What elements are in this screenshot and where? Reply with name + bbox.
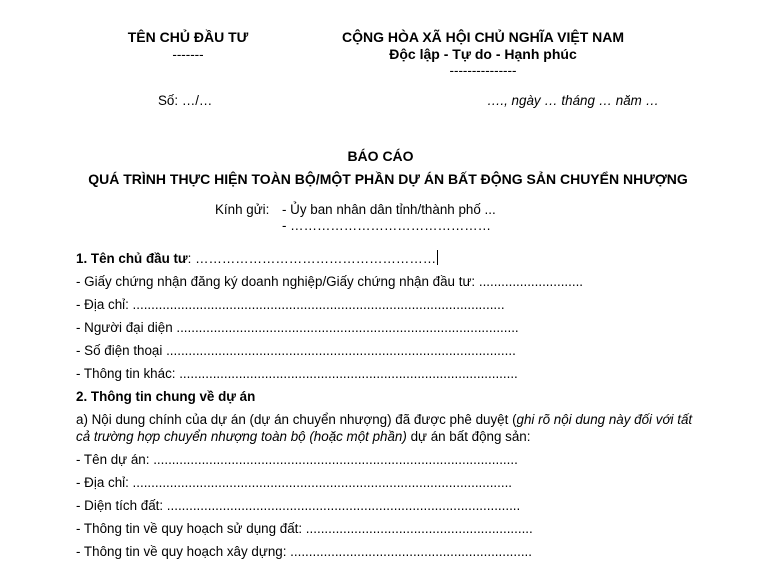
section-1-item: - Người đại diện ............................................................................................ <box>76 320 519 335</box>
section-1-heading-row[interactable] <box>76 250 438 266</box>
section-1-item: - Địa chỉ: .................................................................................................... <box>76 297 505 312</box>
motto-divider: --------------- <box>449 63 517 78</box>
report-subtitle: QUÁ TRÌNH THỰC HIỆN TOÀN BỘ/MỘT PHẦN DỰ ÁN BẤT ĐỘNG SẢN CHUYỂN NHƯỢNG <box>88 171 688 187</box>
section-2-item: - Diện tích đất: ............................................................................................... <box>76 498 521 513</box>
section-2-item: - Thông tin về quy hoạch sử dụng đất: ............................................................. <box>76 521 533 536</box>
section-2-paragraph-a-line2 <box>76 429 530 444</box>
report-title: BÁO CÁO <box>347 148 414 164</box>
section-1-item: - Giấy chứng nhận đăng ký doanh nghiệp/Giấy chứng nhận đầu tư: ............................ <box>76 274 584 289</box>
para-a-end: dự án bất động sản: <box>406 429 531 444</box>
section-1-heading: 1. Tên chủ đầu tư <box>76 251 188 266</box>
section-2-item: - Thông tin về quy hoạch xây dựng: ................................................................. <box>76 544 532 559</box>
section-1-item: - Thông tin khác: ........................................................................................... <box>76 366 518 381</box>
national-motto: Độc lập - Tự do - Hạnh phúc <box>389 46 577 62</box>
text-cursor <box>437 250 438 265</box>
section-1-fill: : ……………………………………………… <box>187 251 437 266</box>
section-2-item: - Tên dự án: .................................................................................................. <box>76 452 518 467</box>
recipient-line-1: - Ủy ban nhân dân tỉnh/thành phố ... <box>282 202 496 217</box>
national-title: CỘNG HÒA XÃ HỘI CHỦ NGHĨA VIỆT NAM <box>341 29 625 45</box>
para-a-italic-1: ghi rõ nội dung này đối với tất <box>516 412 693 427</box>
recipient-label: Kính gửi: <box>215 202 270 217</box>
investor-name-divider: ------- <box>172 47 204 62</box>
section-2-item: - Địa chỉ: ...................................................................................................... <box>76 475 513 490</box>
recipient-line-2: - ……………………………………… <box>282 218 492 233</box>
section-1-item: - Số điện thoại .............................................................................................. <box>76 343 516 358</box>
section-2-paragraph-a-line1 <box>76 412 692 427</box>
document-number: Số: …/… <box>158 93 213 108</box>
para-a-start: a) Nội dung chính của dự án (dự án chuyển nhượng) đã được phê duyệt ( <box>76 412 517 427</box>
document-date: …., ngày … tháng … năm … <box>487 93 659 108</box>
section-2-heading: 2. Thông tin chung về dự án <box>76 389 256 404</box>
investor-name-heading: TÊN CHỦ ĐẦU TƯ <box>127 29 249 45</box>
para-a-italic-2: cả trường hợp chuyển nhượng toàn bộ (hoặc một phần) <box>76 429 407 444</box>
